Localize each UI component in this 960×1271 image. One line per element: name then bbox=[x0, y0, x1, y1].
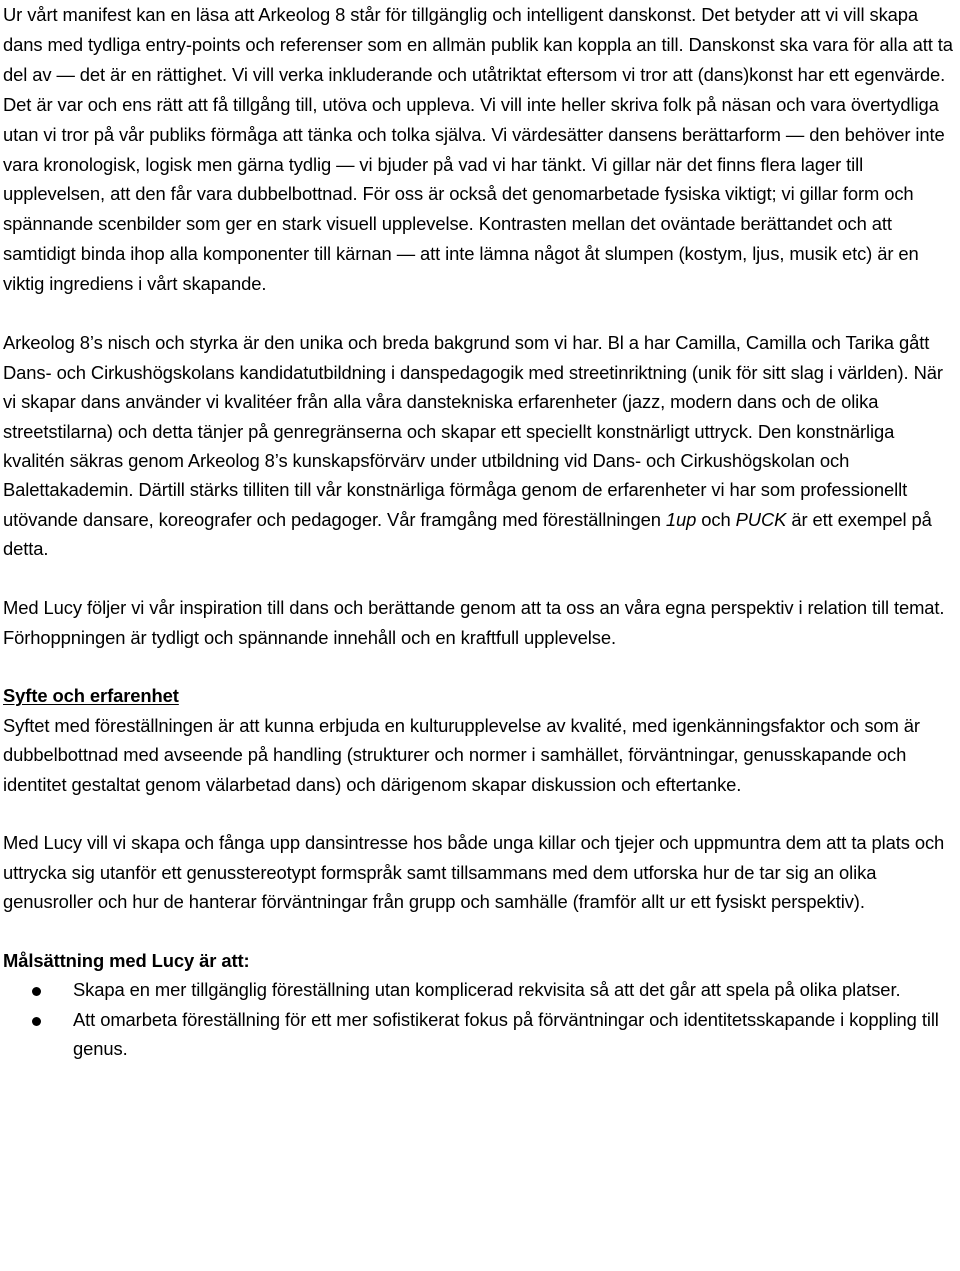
purpose-text: Syftet med föreställningen är att kunna erbjuda en kulturupplevelse av kvalité, med igenkänningsfaktor och som är dubbelbottnad med avseende på handling (strukturer och normer i samhället, förväntningar, genusskapande och identitet gestaltat genom välarbetad dans) och därigenom skapar diskussion och eftertanke. bbox=[3, 714, 920, 795]
background-closing: är ett exempel på detta. bbox=[3, 508, 932, 560]
paragraph-spacer bbox=[3, 299, 960, 328]
goals-list-item bbox=[3, 975, 960, 1004]
goals-item-text: Skapa en mer tillgänglig föreställning utan komplicerad rekvisita så att det går att spela på olika platser. bbox=[73, 979, 901, 1001]
lucy-goal-paragraph: Med Lucy vill vi skapa och fånga upp dansintresse hos både unga killar och tjejer och uppmuntra dem att ta plats och uttrycka sig utanför ett genusstereotypt formspråk samt tillsammans med dem utforska hur de tar sig an olika genusroller och hur de hanterar förväntningar från grupp och samhälle (framför allt ur ett fysiskt perspektiv). bbox=[3, 832, 945, 913]
paragraph-spacer bbox=[3, 917, 960, 946]
background-conjunction: och bbox=[696, 508, 736, 530]
bullet-icon bbox=[32, 987, 41, 996]
work-title-puck: PUCK bbox=[735, 508, 787, 530]
goals-item-text: Att omarbeta föreställning för ett mer sofistikerat fokus på förväntningar och identitetsskapande i koppling till genus. bbox=[73, 1008, 939, 1060]
paragraph-spacer bbox=[3, 564, 960, 593]
manifest-paragraph: Ur vårt manifest kan en läsa att Arkeolog 8 står för tillgänglig och intelligent danskonst. Det betyder att vi vill skapa dans med tydliga entry-points och referenser som en allmän publik kan koppla an till. Danskonst ska vara för alla att ta del av — det är en rättighet. Vi vill verka inkluderande och utåtriktat eftersom vi tror att (dans)konst har ett egenvärde. Det är var och ens rätt att få tillgång till, utöva och uppleva. Vi vill inte heller skriva folk på näsan och vara övertydliga utan vi tror på vår publiks förmåga att tänka och tolka själva. Vi värdesätter dansens berättarform — den behöver inte vara kronologisk, logisk men gärna tydlig — vi bjuder på vad vi har tänkt. Vi gillar när det finns flera lager till upplevelsen, att den får vara dubbelbottnad. För oss är också det genomarbetade fysiska viktigt; vi gillar form och spännande scenbilder som ger en stark visuell upplevelse. Kontrasten mellan det oväntade berättandet och att samtidigt binda ihop alla komponenter till kärnan — att inte lämna något åt slumpen (kostym, ljus, musik etc) är en viktig ingrediens i vårt skapande. bbox=[3, 4, 953, 295]
goals-list bbox=[3, 975, 960, 1063]
background-paragraph bbox=[3, 328, 960, 563]
paragraph-spacer bbox=[3, 799, 960, 828]
document-page bbox=[3, 0, 960, 1064]
background-text: Arkeolog 8’s nisch och styrka är den unika och breda bakgrund som vi har. Bl a har Camilla, Camilla och Tarika gått Dans- och Cirkushögskolans kandidatutbildning i danspedagogik med streetinriktning (unik för sitt slag i världen). När vi skapar dans använder vi kvalitéer från alla våra danstekniska erfarenheter (jazz, modern dans och de olika streetstilarna) och detta tänjer på genregränserna och skapar ett speciellt konstnärligt uttryck. Den konstnärliga kvalitén säkras genom Arkeolog 8’s kunskapsförvärv under utbildning vid Dans- och Cirkushögskolan och Balettakademin. Därtill stärks tilliten till vår konstnärliga förmåga genom de erfarenheter vi har som professionellt utövande dansare, koreografer och pedagoger. Vår framgång med föreställningen bbox=[3, 332, 943, 530]
goals-heading: Målsättning med Lucy är att: bbox=[3, 949, 250, 971]
lucy-intro-paragraph: Med Lucy följer vi vår inspiration till dans och berättande genom att ta oss an våra egna perspektiv i relation till temat. Förhoppningen är tydligt och spännande innehåll och en kraftfull upplevelse. bbox=[3, 597, 945, 648]
bullet-icon bbox=[32, 1017, 41, 1026]
purpose-section bbox=[3, 681, 960, 799]
goals-list-item bbox=[3, 1005, 960, 1064]
work-title-1up: 1up bbox=[665, 508, 697, 530]
purpose-heading: Syfte och erfarenhet bbox=[3, 685, 179, 707]
paragraph-spacer bbox=[3, 652, 960, 681]
